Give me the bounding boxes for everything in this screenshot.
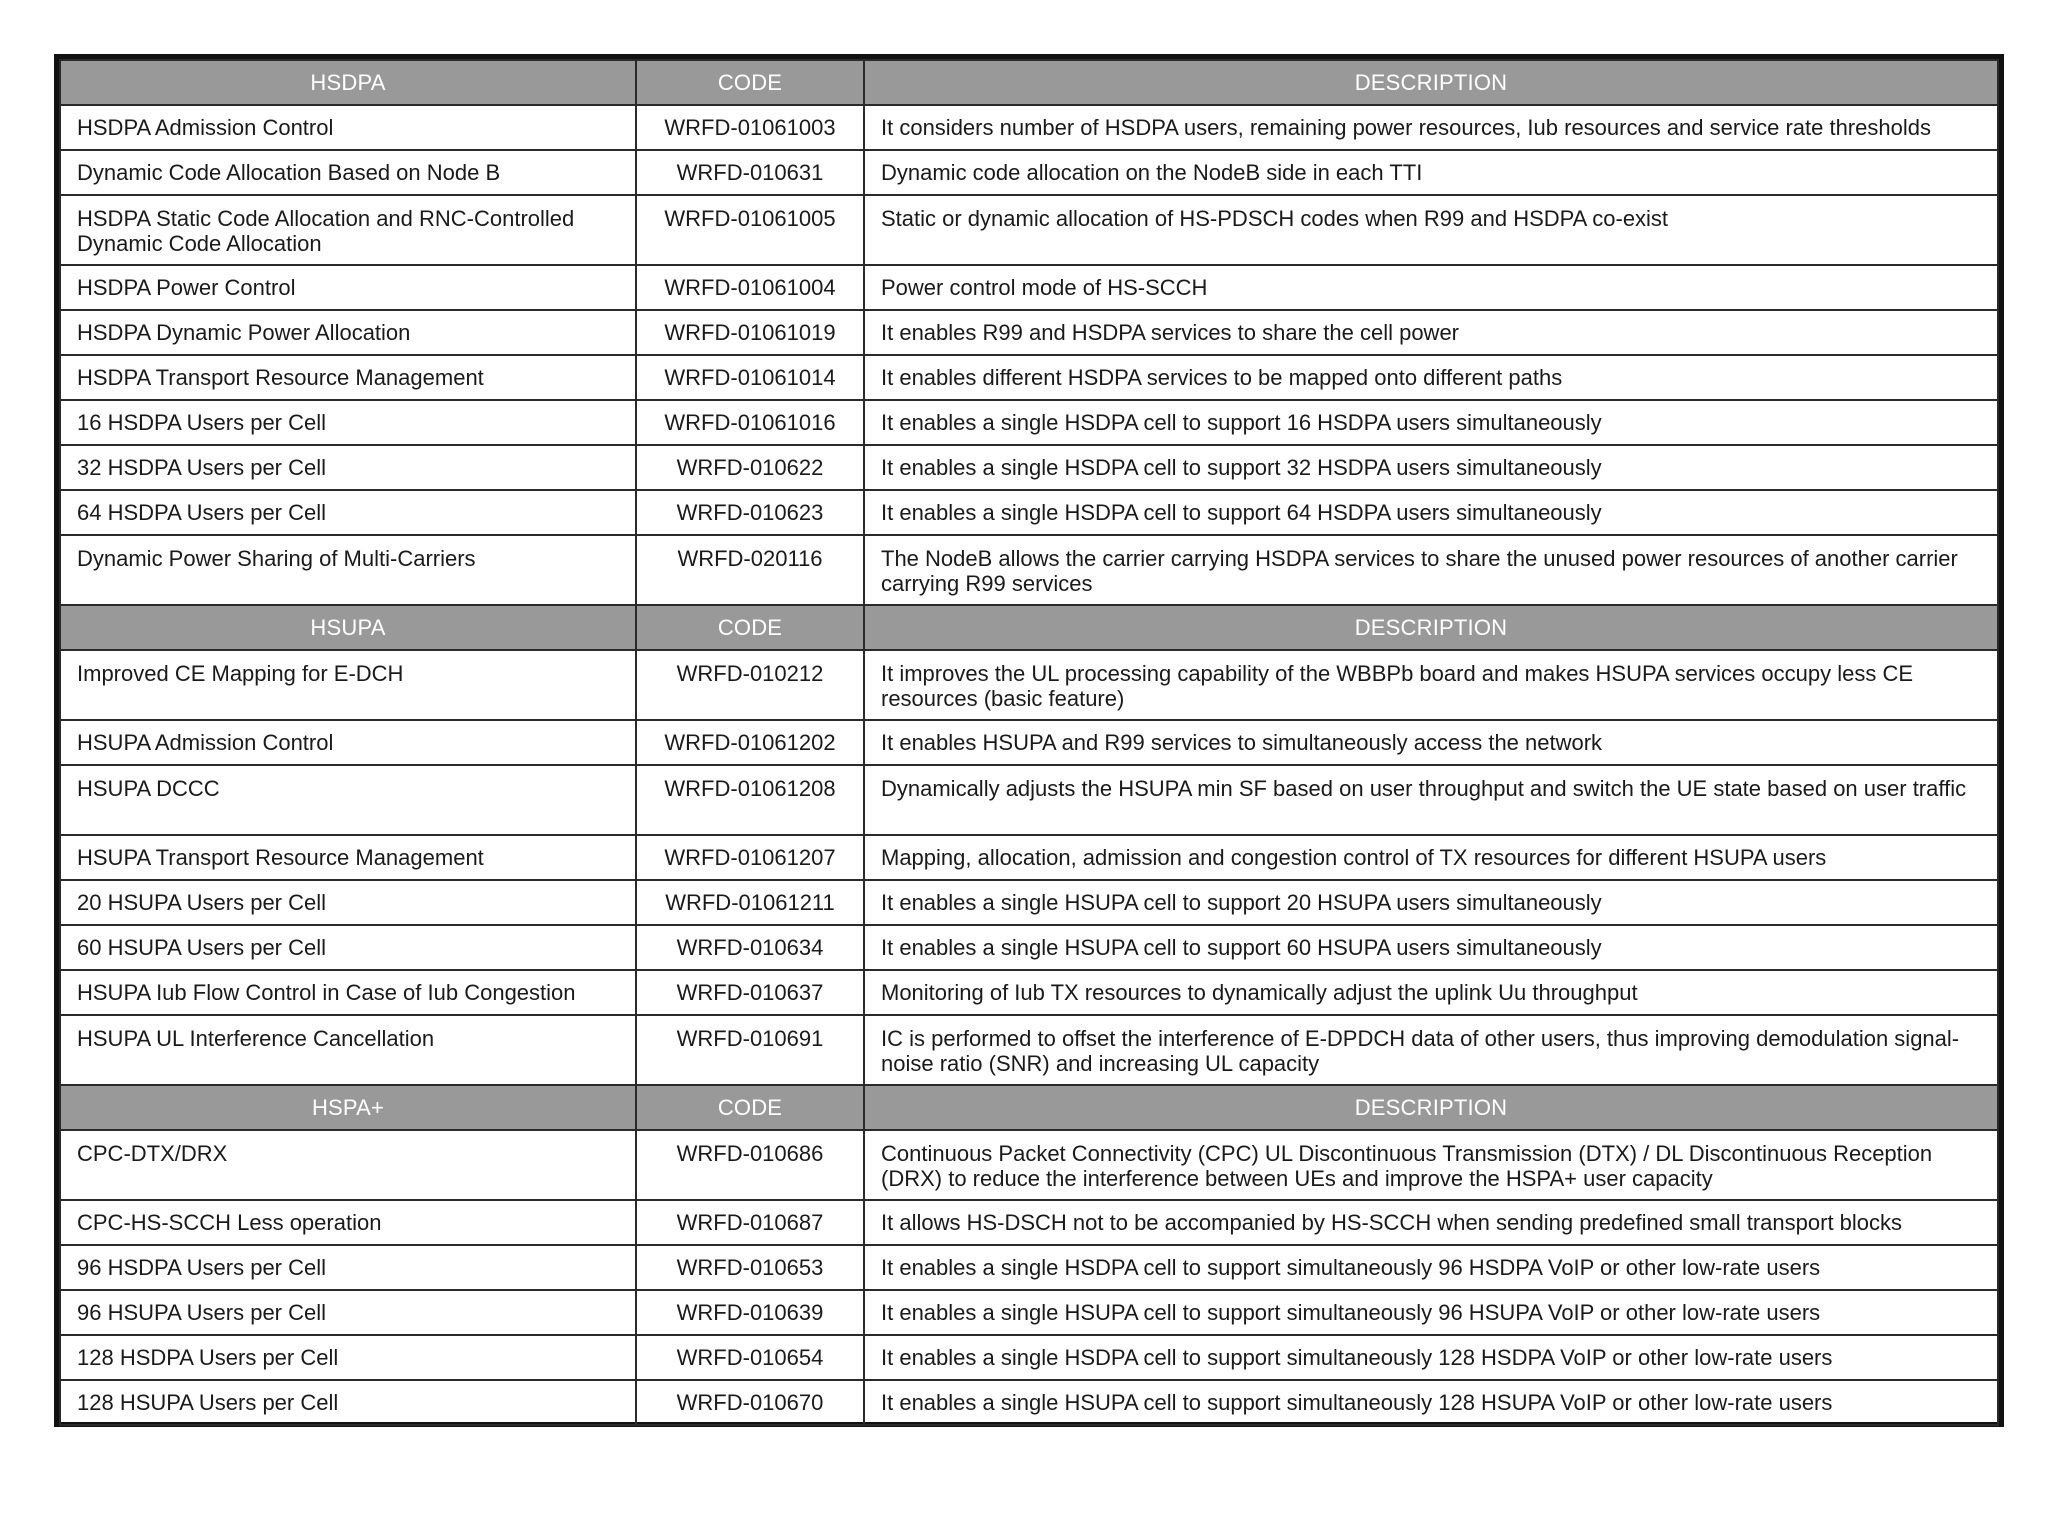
feature-description-cell: It enables R99 and HSDPA services to share the cell power: [864, 310, 1998, 355]
feature-description-cell: IC is performed to offset the interference of E-DPDCH data of other users, thus improving demodulation signal-noise ratio (SNR) and increasing UL capacity: [864, 1015, 1998, 1085]
header-name-cell: HSUPA: [60, 605, 636, 650]
feature-code-cell: WRFD-01061014: [636, 355, 864, 400]
feature-name-cell: HSUPA DCCC: [60, 765, 636, 835]
table-row: [60, 1380, 1998, 1425]
header-description-cell: DESCRIPTION: [864, 605, 1998, 650]
feature-code-cell: WRFD-010686: [636, 1130, 864, 1200]
feature-name-cell: Improved CE Mapping for E-DCH: [60, 650, 636, 720]
feature-description-cell: It enables a single HSUPA cell to support simultaneously 96 HSUPA VoIP or other low-rate users: [864, 1290, 1998, 1335]
header-description-cell: DESCRIPTION: [864, 60, 1998, 105]
header-description-cell: DESCRIPTION: [864, 1085, 1998, 1130]
table-row: [60, 1130, 1998, 1200]
table-row: [60, 1290, 1998, 1335]
table-row: [60, 1015, 1998, 1085]
table-row: [60, 150, 1998, 195]
feature-name-cell: HSDPA Static Code Allocation and RNC-Controlled Dynamic Code Allocation: [60, 195, 636, 265]
feature-description-cell: It enables HSUPA and R99 services to simultaneously access the network: [864, 720, 1998, 765]
feature-code-cell: WRFD-010622: [636, 445, 864, 490]
table-row: [60, 195, 1998, 265]
feature-code-cell: WRFD-010631: [636, 150, 864, 195]
feature-code-cell: WRFD-01061016: [636, 400, 864, 445]
feature-name-cell: HSUPA UL Interference Cancellation: [60, 1015, 636, 1085]
feature-code-cell: WRFD-010653: [636, 1245, 864, 1290]
feature-description-cell: It enables a single HSUPA cell to support simultaneously 128 HSUPA VoIP or other low-rate users: [864, 1380, 1998, 1425]
feature-name-cell: HSDPA Transport Resource Management: [60, 355, 636, 400]
feature-description-cell: It enables a single HSDPA cell to support 64 HSDPA users simultaneously: [864, 490, 1998, 535]
feature-name-cell: HSUPA Iub Flow Control in Case of Iub Congestion: [60, 970, 636, 1015]
header-code-cell: CODE: [636, 605, 864, 650]
feature-code-cell: WRFD-01061207: [636, 835, 864, 880]
table-row: [60, 535, 1998, 605]
feature-description-cell: It enables a single HSDPA cell to support 32 HSDPA users simultaneously: [864, 445, 1998, 490]
feature-description-cell: It improves the UL processing capability of the WBBPb board and makes HSUPA services occupy less CE resources (basic feature): [864, 650, 1998, 720]
feature-name-cell: HSUPA Admission Control: [60, 720, 636, 765]
feature-code-cell: WRFD-01061005: [636, 195, 864, 265]
section-header-hsupa: [60, 605, 1998, 650]
feature-name-cell: 32 HSDPA Users per Cell: [60, 445, 636, 490]
header-name-cell: HSDPA: [60, 60, 636, 105]
section-header-hspa-plus: [60, 1085, 1998, 1130]
feature-table-frame: [54, 54, 2004, 1427]
feature-code-cell: WRFD-01061202: [636, 720, 864, 765]
feature-code-cell: WRFD-010687: [636, 1200, 864, 1245]
feature-description-cell: Mapping, allocation, admission and congestion control of TX resources for different HSUPA users: [864, 835, 1998, 880]
table-row: [60, 1335, 1998, 1380]
feature-table-body: [60, 60, 1998, 1425]
table-row: [60, 1245, 1998, 1290]
feature-description-cell: Power control mode of HS-SCCH: [864, 265, 1998, 310]
feature-description-cell: Continuous Packet Connectivity (CPC) UL Discontinuous Transmission (DTX) / DL Discontinuous Reception (DRX) to reduce the interference between UEs and improve the HSPA+ user capacity: [864, 1130, 1998, 1200]
feature-code-cell: WRFD-010639: [636, 1290, 864, 1335]
feature-code-cell: WRFD-020116: [636, 535, 864, 605]
header-code-cell: CODE: [636, 1085, 864, 1130]
feature-name-cell: HSDPA Admission Control: [60, 105, 636, 150]
feature-code-cell: WRFD-010634: [636, 925, 864, 970]
feature-description-cell: It enables a single HSUPA cell to support 20 HSUPA users simultaneously: [864, 880, 1998, 925]
feature-name-cell: 128 HSUPA Users per Cell: [60, 1380, 636, 1425]
table-row: [60, 1200, 1998, 1245]
header-name-cell: HSPA+: [60, 1085, 636, 1130]
table-row: [60, 720, 1998, 765]
table-row: [60, 490, 1998, 535]
feature-description-cell: It enables different HSDPA services to be mapped onto different paths: [864, 355, 1998, 400]
feature-name-cell: CPC-HS-SCCH Less operation: [60, 1200, 636, 1245]
feature-description-cell: It enables a single HSDPA cell to support 16 HSDPA users simultaneously: [864, 400, 1998, 445]
feature-description-cell: The NodeB allows the carrier carrying HSDPA services to share the unused power resources of another carrier carrying R99 services: [864, 535, 1998, 605]
table-row: [60, 265, 1998, 310]
table-row: [60, 650, 1998, 720]
feature-name-cell: CPC-DTX/DRX: [60, 1130, 636, 1200]
feature-name-cell: HSDPA Dynamic Power Allocation: [60, 310, 636, 355]
table-row: [60, 445, 1998, 490]
feature-code-cell: WRFD-010654: [636, 1335, 864, 1380]
feature-code-cell: WRFD-010691: [636, 1015, 864, 1085]
feature-description-cell: It enables a single HSDPA cell to support simultaneously 128 HSDPA VoIP or other low-rate users: [864, 1335, 1998, 1380]
feature-description-cell: Static or dynamic allocation of HS-PDSCH codes when R99 and HSDPA co-exist: [864, 195, 1998, 265]
feature-name-cell: 64 HSDPA Users per Cell: [60, 490, 636, 535]
feature-name-cell: 96 HSDPA Users per Cell: [60, 1245, 636, 1290]
feature-name-cell: 96 HSUPA Users per Cell: [60, 1290, 636, 1335]
feature-code-cell: WRFD-01061003: [636, 105, 864, 150]
feature-code-cell: WRFD-010212: [636, 650, 864, 720]
feature-code-cell: WRFD-010623: [636, 490, 864, 535]
feature-name-cell: 128 HSDPA Users per Cell: [60, 1335, 636, 1380]
feature-code-cell: WRFD-01061211: [636, 880, 864, 925]
feature-name-cell: HSUPA Transport Resource Management: [60, 835, 636, 880]
feature-description-cell: Dynamically adjusts the HSUPA min SF based on user throughput and switch the UE state based on user traffic: [864, 765, 1998, 835]
feature-code-cell: WRFD-01061004: [636, 265, 864, 310]
feature-code-cell: WRFD-01061019: [636, 310, 864, 355]
feature-table: [59, 59, 1999, 1426]
table-row: [60, 765, 1998, 835]
feature-name-cell: Dynamic Code Allocation Based on Node B: [60, 150, 636, 195]
table-row: [60, 400, 1998, 445]
section-header-hsdpa: [60, 60, 1998, 105]
feature-code-cell: WRFD-010670: [636, 1380, 864, 1425]
table-row: [60, 310, 1998, 355]
header-code-cell: CODE: [636, 60, 864, 105]
feature-description-cell: It allows HS-DSCH not to be accompanied by HS-SCCH when sending predefined small transport blocks: [864, 1200, 1998, 1245]
feature-name-cell: HSDPA Power Control: [60, 265, 636, 310]
feature-description-cell: It enables a single HSDPA cell to support simultaneously 96 HSDPA VoIP or other low-rate users: [864, 1245, 1998, 1290]
feature-code-cell: WRFD-010637: [636, 970, 864, 1015]
table-row: [60, 880, 1998, 925]
table-row: [60, 355, 1998, 400]
feature-name-cell: Dynamic Power Sharing of Multi-Carriers: [60, 535, 636, 605]
feature-name-cell: 16 HSDPA Users per Cell: [60, 400, 636, 445]
table-row: [60, 970, 1998, 1015]
feature-description-cell: Monitoring of Iub TX resources to dynamically adjust the uplink Uu throughput: [864, 970, 1998, 1015]
table-row: [60, 105, 1998, 150]
feature-name-cell: 60 HSUPA Users per Cell: [60, 925, 636, 970]
feature-description-cell: Dynamic code allocation on the NodeB side in each TTI: [864, 150, 1998, 195]
feature-name-cell: 20 HSUPA Users per Cell: [60, 880, 636, 925]
feature-code-cell: WRFD-01061208: [636, 765, 864, 835]
feature-description-cell: It enables a single HSUPA cell to support 60 HSUPA users simultaneously: [864, 925, 1998, 970]
feature-description-cell: It considers number of HSDPA users, remaining power resources, Iub resources and service rate thresholds: [864, 105, 1998, 150]
table-row: [60, 925, 1998, 970]
table-row: [60, 835, 1998, 880]
